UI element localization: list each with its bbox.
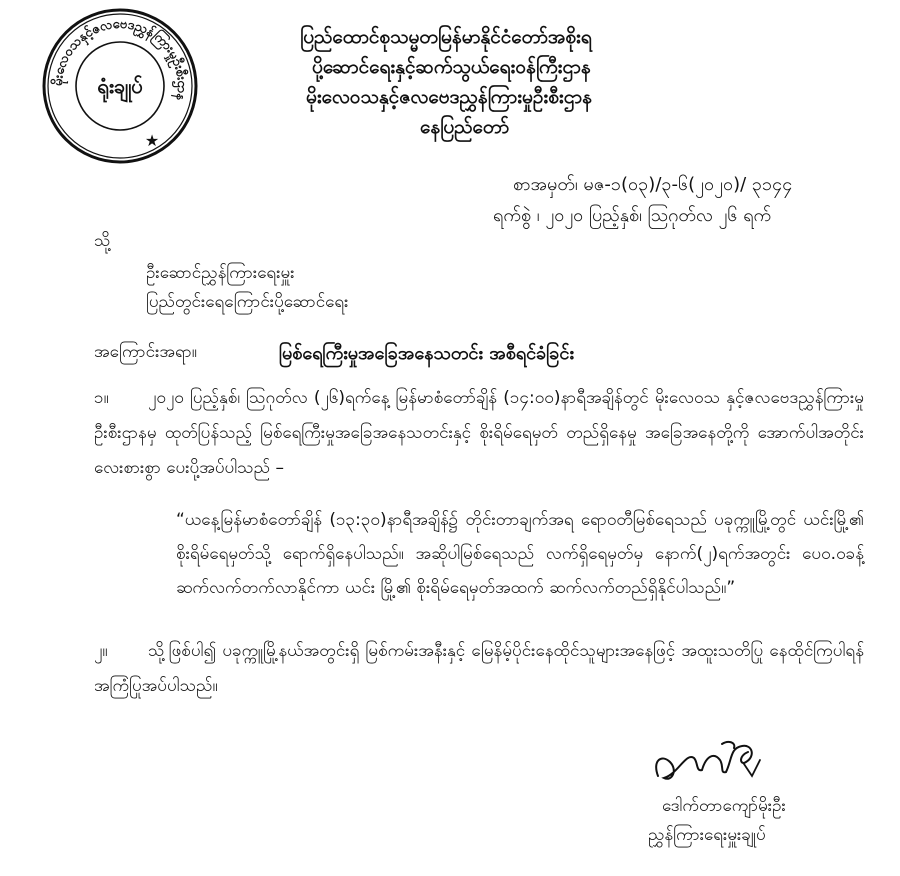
recipient-organization: ပြည်တွင်းရေကြောင်းပို့ဆောင်ရေး [146, 292, 349, 312]
handwritten-signature [648, 730, 768, 788]
signatory-title: ညွှန်ကြားရေးမှူးချုပ် [648, 825, 766, 845]
signatory-name: ဒေါက်တာကျော်မိုးဦး [662, 796, 786, 816]
header-department: မိုးလေဝသနှင့်ဇလဗေဒညွှန်ကြားမှုဦးစီးဌာန [306, 86, 592, 108]
letter-date: ရက်စွဲ ၊ ၂၀၂၀ ပြည့်နှစ်၊ ဩဂုတ်လ ၂၆ ရက် [493, 205, 772, 226]
paragraph-1-text: ၂၀၂၀ ပြည့်နှစ်၊ ဩဂုတ်လ (၂၆)ရက်နေ့ မြန်မာစံတော်ချိန် (၁၄:၀၀)နာရီအချိန်တွင် မိုးလေဝသ နှင့်ဇလဗေဒညွှန်ကြားမှုဦးစီးဌာနမှ ထုတ်ပြန်သည့် မြစ်ရေကြီးမှုအခြေအနေသတင်းနှင့် စိုးရိမ်ရေမှတ် တည်ရှိနေမှု အခြေအနေတို့ကို အောက်ပါအတိုင်း လေးစားစွာ ပေးပို့အပ်ပါသည် – [94, 388, 864, 478]
header-ministry-government: ပြည်ထောင်စုသမ္မတမြန်မာနိုင်ငံတော်အစိုးရ [300, 26, 592, 48]
header-ministry: ပို့ဆောင်ရေးနှင့်ဆက်သွယ်ရေးဝန်ကြီးဌာန [312, 56, 591, 78]
header-location: နေပြည်တော် [420, 116, 510, 138]
svg-text:မိုးလေဝသနှင့်ဇလဗေဒညွှန်ကြားမှု: မိုးလေဝသနှင့်ဇလဗေဒညွှန်ကြားမှုဦးစီးဌာန [50, 16, 190, 102]
letter-number: စာအမှတ်၊ မဇ-၁(၀၃)/၃-၆(၂၀၂၀)/ ၃၁၄၄ [513, 174, 793, 195]
recipient-title: ဦးဆောင်ညွှန်ကြားရေးမှူး [146, 263, 295, 283]
quoted-forecast: “ယနေ့မြန်မာစံတော်ချိန် (၁၃:၃၀)နာရီအချိန်၌ တိုင်းတာချက်အရ ရောဝတီမြစ်ရေသည် ပခုက္ကူမြို့တွင် ယင်းမြို့၏ စိုးရိမ်ရေမှတ်သို့ ရောက်ရှိနေပါသည်။ အဆိုပါမြစ်ရေသည် လက်ရှိရေမှတ်မှ နောက်(၂)ရက်အတွင်း ပေ၀.၀ခန့် ဆက်လက်တက်လာနိုင်ကာ ယင်း မြို့၏ စိုးရိမ်ရေမှတ်အထက် ဆက်လက်တည်ရှိနိုင်ပါသည်။” [176, 510, 864, 598]
subject-label: အကြောင်းအရာ။ [94, 342, 197, 362]
paragraph-2-text: သို့ဖြစ်ပါ၍ ပခုက္ကူမြို့နယ်အတွင်းရှိ မြစ်ကမ်းအနီးနှင့် မြေနိမ့်ပိုင်းနေထိုင်သူများအနေဖြင့် အထူးသတိပြု နေထိုင်ကြပါရန် အကြံပြုအပ်ပါသည်။ [94, 641, 864, 696]
recipient-to: သို့ [94, 231, 111, 251]
subject-text: မြစ်ရေကြီးမှုအခြေအနေသတင်း အစီရင်ခံခြင်း [279, 343, 574, 364]
star-icon: ★ [144, 131, 160, 150]
paragraph-2-number: ၂။ [94, 641, 108, 661]
svg-text:ရုံးချုပ်: ရုံးချုပ် [97, 74, 143, 98]
official-seal [40, 6, 200, 166]
paragraph-1-number: ၁။ [94, 388, 109, 408]
